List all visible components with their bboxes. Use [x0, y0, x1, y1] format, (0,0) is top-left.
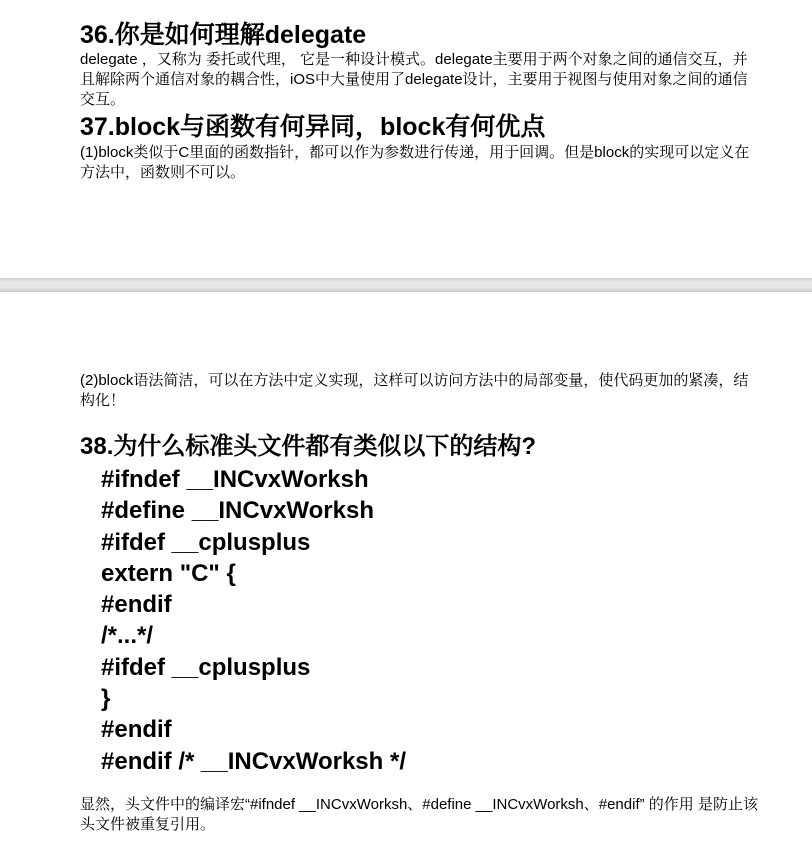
- code-line: #endif: [101, 716, 172, 744]
- code-line: #ifndef __INCvxWorksh: [101, 466, 369, 493]
- code-line: /*...*/: [101, 622, 154, 650]
- code-line: #ifdef __cplusplus: [101, 528, 311, 556]
- question-37-title: 37.block与函数有何异同，block有何优点: [80, 113, 546, 141]
- code-line: #endif: [101, 591, 172, 619]
- question-36-title: 36.你是如何理解delegate: [80, 21, 367, 49]
- question-36-body: delegate ，又称为 委托或代理， 它是一种设计模式。delegate主要用于两个对象之间的通信交互，并且解除两个通信对象的耦合性，iOS中大量使用了delegate设计，主要用于视图与使用对象之间的通信交互。: [80, 51, 748, 108]
- code-line: extern "C" {: [101, 559, 236, 587]
- code-line: #endif /* __INCvxWorksh */: [101, 747, 406, 775]
- page-separator: [0, 278, 812, 292]
- code-line: #define __INCvxWorksh: [101, 497, 374, 525]
- question-38-explanation: 显然，头文件中的编译宏“#ifndef __INCvxWorksh、#define __INCvxWorksh、#endif” 的作用 是防止该头文件被重复引用。: [80, 796, 758, 833]
- code-line: }: [101, 685, 111, 713]
- question-38-title: 38.为什么标准头文件都有类似以下的结构?: [80, 433, 537, 460]
- code-line: #ifdef __cplusplus: [101, 653, 311, 681]
- question-37-body-part2: (2)block语法简洁，可以在方法中定义实现，这样可以访问方法中的局部变量，使代码更加的紧凑，结构化！: [80, 372, 749, 409]
- question-37-body-part1: (1)block类似于C里面的函数指针，都可以作为参数进行传递，用于回调。但是block的实现可以定义在方法中，函数则不可以。: [80, 144, 750, 181]
- code-block: [101, 464, 406, 777]
